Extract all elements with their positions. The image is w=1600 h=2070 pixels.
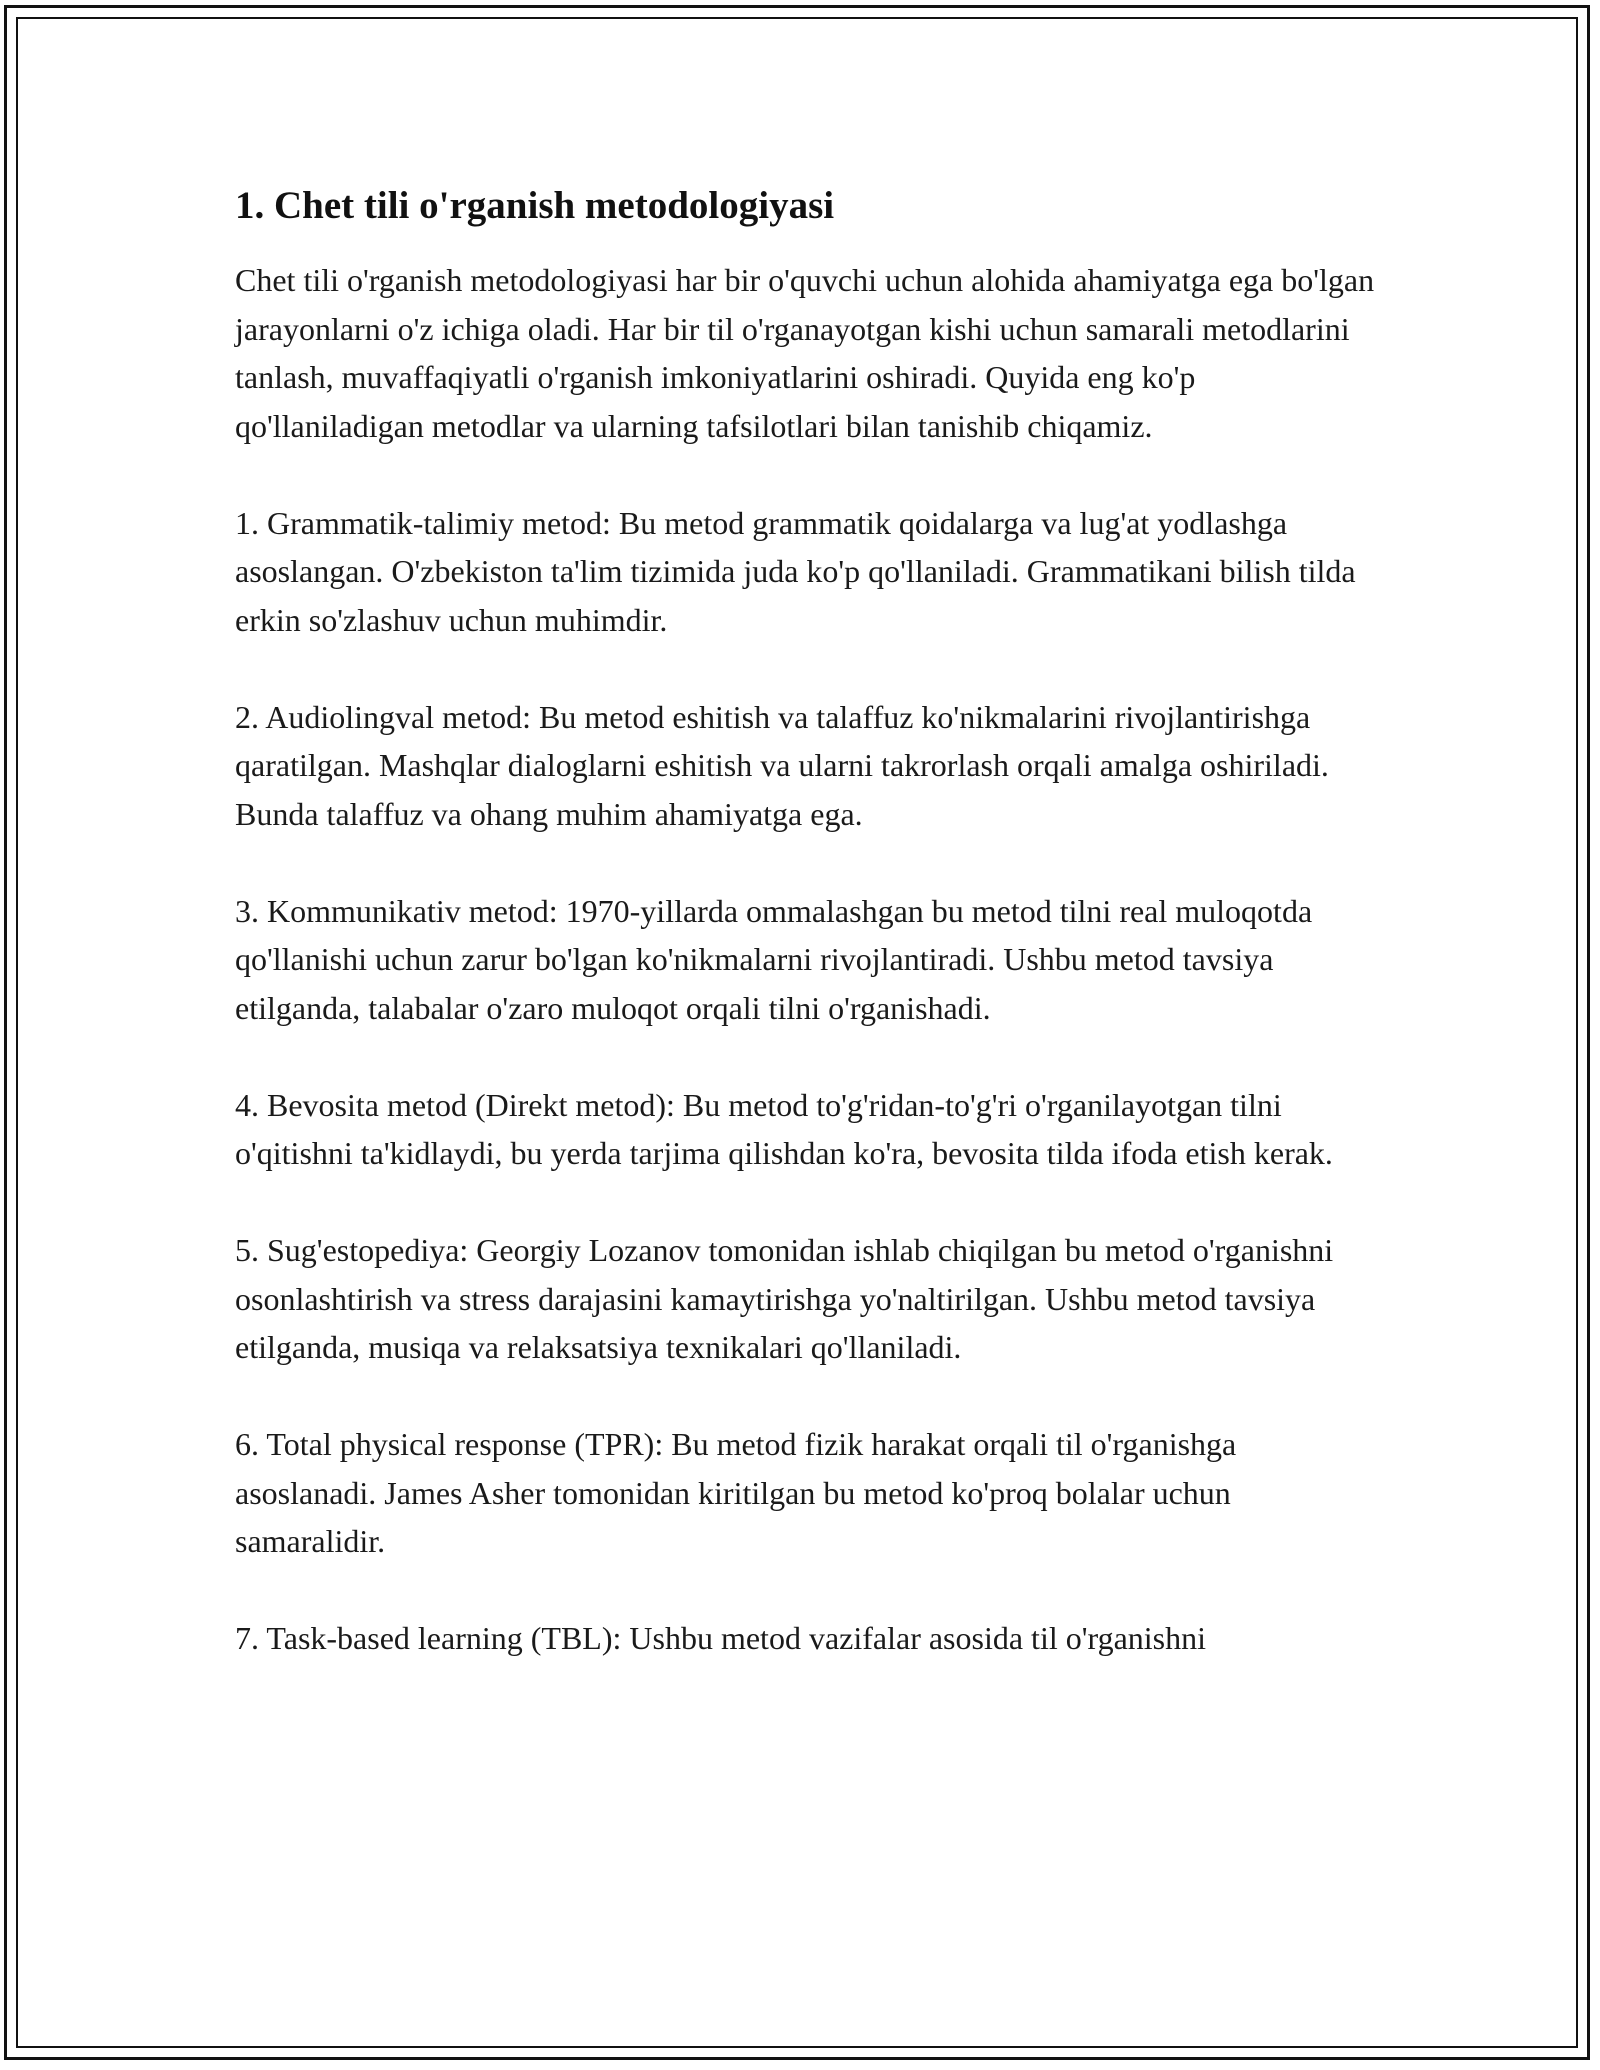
- method-direct: 4. Bevosita metod (Direkt metod): Bu metod to'g'ridan-to'g'ri o'rganilayotgan tilni o'qitishni ta'kidlaydi, bu yerda tarjima qilishdan ko'ra, bevosita tilda ifoda etish kerak.: [235, 1086, 1333, 1171]
- intro-paragraph: Chet tili o'rganish metodologiyasi har bir o'quvchi uchun alohida ahamiyatga ega bo'lgan jarayonlarni o'z ichiga oladi. Har bir til o'rganayotgan kishi uchun samarali metodlarini tanlash, muvaffaqiyatli o'rganish imkoniyatlarini oshiradi. Quyida eng ko'p qo'llaniladigan metodlar va ularning tafsilotlari bilan tanishib chiqamiz.: [235, 262, 1375, 444]
- method-tbl: 7. Task-based learning (TBL): Ushbu metod vazifalar asosida til o'rganishni: [235, 1620, 1206, 1656]
- section-heading: 1. Chet tili o'rganish metodologiyasi: [235, 184, 835, 227]
- method-tpr: 6. Total physical response (TPR): Bu metod fizik harakat orqali til o'rganishga asoslanadi. James Asher tomonidan kiritilgan bu metod ko'proq bolalar uchun samaralidir.: [235, 1426, 1237, 1559]
- method-suggestopedia: 5. Sug'estopediya: Georgiy Lozanov tomonidan ishlab chiqilgan bu metod o'rganishni osonlashtirish va stress darajasini kamaytirishga yo'naltirilgan. Ushbu metod tavsiya etilganda, musiqa va relaksatsiya texnikalari qo'llaniladi.: [235, 1232, 1334, 1365]
- document-body: [235, 182, 1385, 1711]
- method-communicative: 3. Kommunikativ metod: 1970-yillarda ommalashgan bu metod tilni real muloqotda qo'llanishi uchun zarur bo'lgan ko'nikmalarni rivojlantiradi. Ushbu metod tavsiya etilganda, talabalar o'zaro muloqot orqali tilni o'rganishadi.: [235, 892, 1313, 1026]
- method-audiolingual: 2. Audiolingval metod: Bu metod eshitish va talaffuz ko'nikmalarini rivojlantirishga qaratilgan. Mashqlar dialoglarni eshitish va ularni takrorlash orqali amalga oshiriladi. Bunda talaffuz va ohang muhim ahamiyatga ega.: [235, 698, 1329, 832]
- method-grammar-translation: 1. Grammatik-talimiy metod: Bu metod grammatik qoidalarga va lug'at yodlashga asoslangan. O'zbekiston ta'lim tizimida juda ko'p qo'llaniladi. Grammatikani bilish tilda erkin so'zlashuv uchun muhimdir.: [235, 504, 1356, 638]
